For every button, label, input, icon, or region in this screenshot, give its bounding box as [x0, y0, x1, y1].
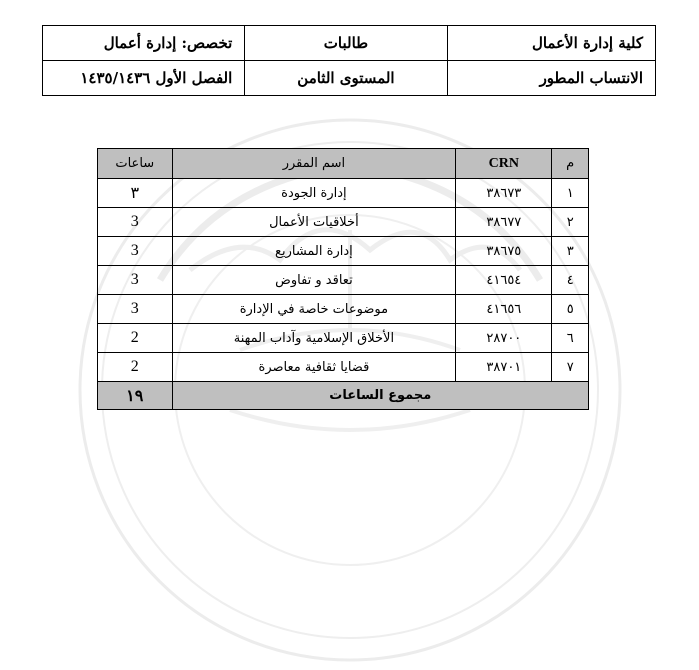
major-label: تخصص: إدارة أعمال [43, 26, 245, 61]
header-num: م [552, 149, 589, 179]
row-hours: 3 [98, 237, 173, 266]
row-course-name: الأخلاق الإسلامية وآداب المهنة [172, 324, 456, 353]
row-crn: ٣٨٦٧٧ [456, 208, 552, 237]
table-row [98, 324, 589, 353]
table-row [98, 266, 589, 295]
row-num: ٦ [552, 324, 589, 353]
row-num: ١ [552, 179, 589, 208]
row-num: ٧ [552, 353, 589, 382]
row-hours: 2 [98, 353, 173, 382]
header-row-2 [43, 61, 656, 96]
total-row [98, 382, 589, 410]
row-crn: ٤١٦٥٤ [456, 266, 552, 295]
table-row [98, 295, 589, 324]
row-course-name: إدارة الجودة [172, 179, 456, 208]
row-num: ٢ [552, 208, 589, 237]
row-num: ٥ [552, 295, 589, 324]
level-label: المستوى الثامن [245, 61, 447, 96]
table-row [98, 179, 589, 208]
row-num: ٤ [552, 266, 589, 295]
row-course-name: موضوعات خاصة في الإدارة [172, 295, 456, 324]
row-crn: ٣٨٧٠١ [456, 353, 552, 382]
row-crn: ٣٨٦٧٣ [456, 179, 552, 208]
row-hours: 3 [98, 266, 173, 295]
program-label: الانتساب المطور [447, 61, 655, 96]
college-name: كلية إدارة الأعمال [447, 26, 655, 61]
total-label: مجموع الساعات [172, 382, 588, 410]
header-course-name: اسم المقرر [172, 149, 456, 179]
row-course-name: تعاقد و تفاوض [172, 266, 456, 295]
row-course-name: قضايا ثقافية معاصرة [172, 353, 456, 382]
table-row [98, 208, 589, 237]
row-course-name: أخلاقيات الأعمال [172, 208, 456, 237]
course-table [97, 148, 589, 410]
header-info-table [42, 25, 656, 96]
row-hours: 3 [98, 295, 173, 324]
row-course-name: إدارة المشاريع [172, 237, 456, 266]
header-crn: CRN [456, 149, 552, 179]
row-num: ٣ [552, 237, 589, 266]
row-crn: ٤١٦٥٦ [456, 295, 552, 324]
table-row [98, 237, 589, 266]
total-hours: ١٩ [98, 382, 173, 410]
students-label: طالبات [245, 26, 447, 61]
row-hours: ٣ [98, 179, 173, 208]
semester-label: الفصل الأول ١٤٣٥/١٤٣٦ [43, 61, 245, 96]
header-row-1 [43, 26, 656, 61]
row-hours: 3 [98, 208, 173, 237]
table-row [98, 353, 589, 382]
row-hours: 2 [98, 324, 173, 353]
row-crn: ٣٨٦٧٥ [456, 237, 552, 266]
course-table-header [98, 149, 589, 179]
row-crn: ٢٨٧٠٠ [456, 324, 552, 353]
header-hours: ساعات [98, 149, 173, 179]
